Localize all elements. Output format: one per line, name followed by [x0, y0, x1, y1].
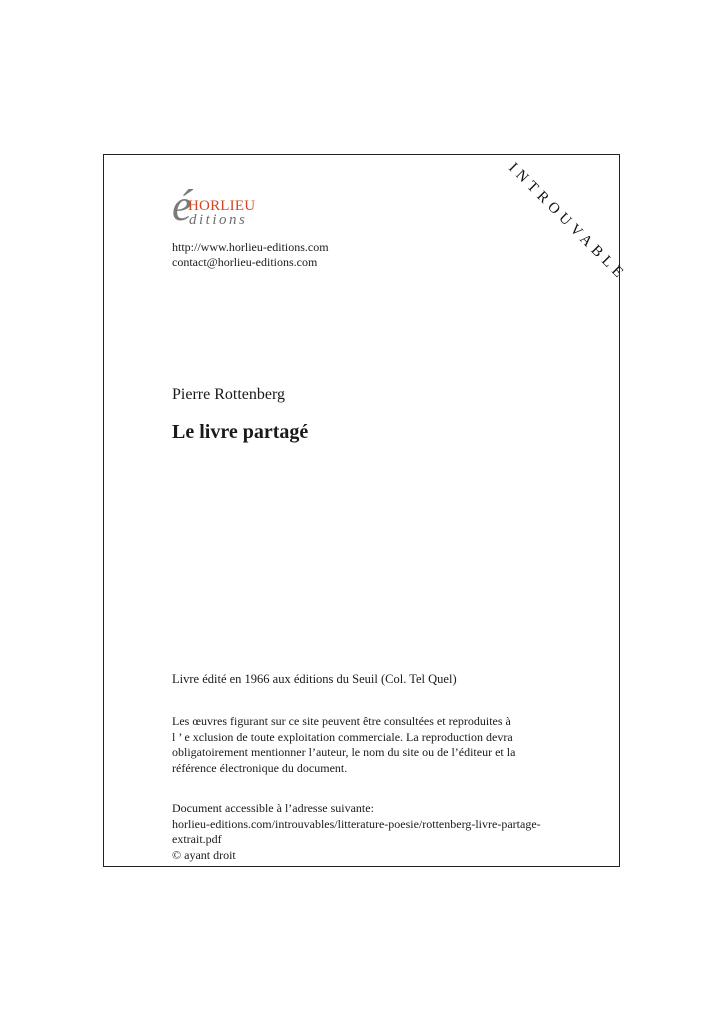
rights-line: référence électronique du document.: [172, 760, 348, 775]
access-label: Document accessible à l’adresse suivante:: [172, 801, 374, 815]
logo-horlieu: HORLIEU: [188, 198, 256, 214]
rights-line: l ’ e xclusion de toute exploitation commerciale. La reproduction devra: [172, 729, 513, 744]
rights-notice: [172, 714, 572, 776]
publisher-logo: [172, 181, 292, 234]
rights-line: Les œuvres figurant sur ce site peuvent être consultées et reproduites à: [172, 714, 511, 728]
logo-ditions: ditions: [189, 212, 248, 228]
copyright-notice: © ayant droit: [172, 847, 236, 862]
website-link[interactable]: http://www.horlieu-editions.com: [172, 240, 329, 254]
document-url-line2[interactable]: extrait.pdf: [172, 832, 222, 846]
publisher-contact: [172, 240, 329, 270]
logo-letter-e: é: [172, 181, 192, 230]
email-link[interactable]: contact@horlieu-editions.com: [172, 255, 318, 269]
edition-note: Livre édité en 1966 aux éditions du Seuil (Col. Tel Quel): [172, 672, 457, 686]
book-author: Pierre Rottenberg: [172, 386, 286, 403]
book-title: Le livre partagé: [172, 421, 309, 443]
introuvable-stamp: INTROUVABLE: [505, 159, 630, 285]
access-info: [172, 801, 592, 863]
document-url-line1[interactable]: horlieu-editions.com/introuvables/litterature-poesie/rottenberg-livre-partage-: [172, 816, 541, 831]
rights-line: obligatoirement mentionner l’auteur, le nom du site ou de l’éditeur et la: [172, 745, 516, 759]
